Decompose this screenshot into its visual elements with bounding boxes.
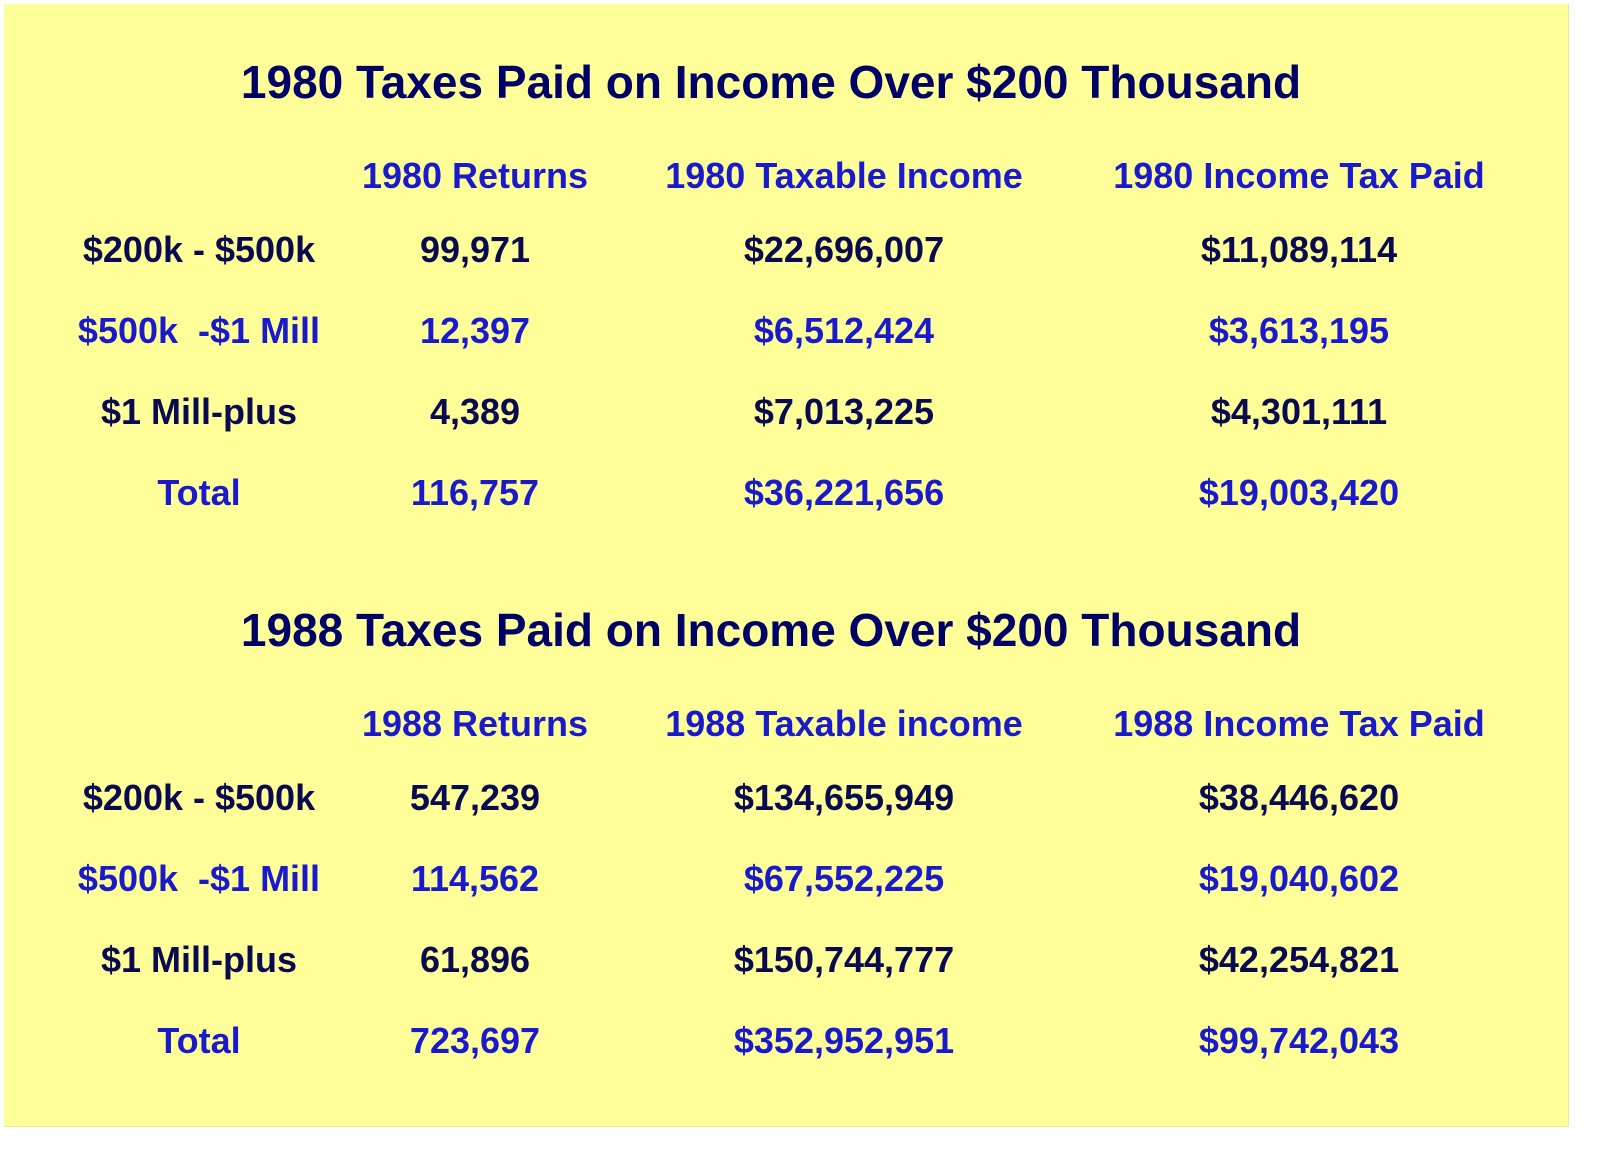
table-cell: 12,397 bbox=[419, 310, 531, 351]
table-cell: 61,896 bbox=[419, 939, 531, 980]
row-label: $1 Mill-plus bbox=[100, 939, 298, 980]
table-cell: $134,655,949 bbox=[733, 777, 955, 818]
table-cell-total: $19,003,420 bbox=[1198, 472, 1400, 513]
table-cell-total: $36,221,656 bbox=[743, 472, 945, 513]
table-cell: $22,696,007 bbox=[743, 229, 945, 270]
table-cell: 114,562 bbox=[410, 858, 540, 899]
table-cell: $4,301,111 bbox=[1210, 391, 1388, 432]
table-cell: 4,389 bbox=[429, 391, 521, 432]
row-label-total: Total bbox=[157, 1020, 241, 1061]
table-cell-total: $99,742,043 bbox=[1198, 1020, 1400, 1061]
table-cell: $150,744,777 bbox=[733, 939, 955, 980]
table-cell: 547,239 bbox=[409, 777, 541, 818]
table-cell: $7,013,225 bbox=[753, 391, 935, 432]
table-cell: 99,971 bbox=[419, 229, 531, 270]
column-header-tax-paid: 1988 Income Tax Paid bbox=[1113, 703, 1485, 744]
table-title: 1988 Taxes Paid on Income Over $200 Thousand bbox=[240, 604, 1302, 656]
table-cell-total: 723,697 bbox=[409, 1020, 541, 1061]
row-label: $500k -$1 Mill bbox=[77, 310, 321, 351]
column-header-taxable-income: 1988 Taxable income bbox=[665, 703, 1023, 744]
table-cell: $38,446,620 bbox=[1198, 777, 1400, 818]
row-label-total: Total bbox=[157, 472, 241, 513]
row-label: $500k -$1 Mill bbox=[77, 858, 321, 899]
table-cell-total: 116,757 bbox=[410, 472, 540, 513]
row-label: $200k - $500k bbox=[82, 229, 316, 270]
column-header-tax-paid: 1980 Income Tax Paid bbox=[1113, 155, 1485, 196]
row-label: $200k - $500k bbox=[82, 777, 316, 818]
column-header-returns: 1988 Returns bbox=[361, 703, 589, 744]
table-title: 1980 Taxes Paid on Income Over $200 Thousand bbox=[240, 56, 1302, 108]
table-cell: $42,254,821 bbox=[1198, 939, 1400, 980]
table-cell: $3,613,195 bbox=[1208, 310, 1390, 351]
column-header-taxable-income: 1980 Taxable Income bbox=[665, 155, 1023, 196]
table-cell: $6,512,424 bbox=[753, 310, 935, 351]
row-label: $1 Mill-plus bbox=[100, 391, 298, 432]
table-cell-total: $352,952,951 bbox=[733, 1020, 955, 1061]
slide-background bbox=[4, 4, 1569, 1127]
table-cell: $19,040,602 bbox=[1198, 858, 1400, 899]
table-cell: $67,552,225 bbox=[743, 858, 945, 899]
column-header-returns: 1980 Returns bbox=[361, 155, 589, 196]
table-cell: $11,089,114 bbox=[1200, 229, 1398, 270]
